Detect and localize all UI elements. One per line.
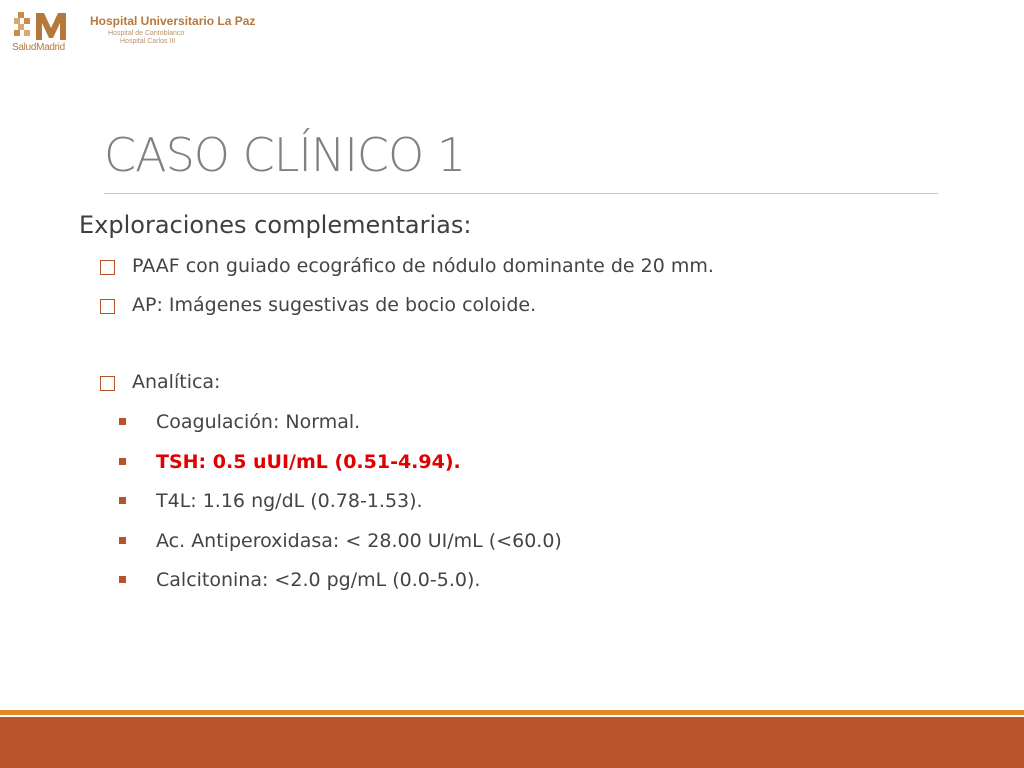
sub-list-item-text: Ac. Antiperoxidasa: < 28.00 UI/mL (<60.0) [156, 530, 562, 552]
hospital-logo-icon [12, 10, 82, 44]
logo-brand: SaludMadrid [12, 42, 65, 53]
logo-subtitle-2: Hospital Carlos III [120, 38, 176, 45]
sub-list-item-text: TSH: 0.5 uUI/mL (0.51-4.94). [156, 451, 461, 473]
sub-list-item-text: Coagulación: Normal. [156, 411, 361, 433]
filled-square-bullet-icon [119, 497, 126, 504]
filled-square-bullet-icon [119, 418, 126, 425]
hollow-square-bullet-icon [100, 260, 115, 275]
logo-subtitle-1: Hospital de Cantoblanco [108, 30, 185, 37]
footer-band [0, 717, 1024, 768]
sub-list-item-text: Calcitonina: <2.0 pg/mL (0.0-5.0). [156, 569, 481, 591]
filled-square-bullet-icon [119, 576, 126, 583]
sub-list-item-text: T4L: 1.16 ng/dL (0.78-1.53). [156, 490, 423, 512]
list-item-text: AP: Imágenes sugestivas de bocio coloide. [132, 294, 537, 316]
list-item-text: PAAF con guiado ecográfico de nódulo dominante de 20 mm. [132, 255, 714, 277]
hollow-square-bullet-icon [100, 299, 115, 314]
hollow-square-bullet-icon [100, 376, 115, 391]
logo-hospital-name: Hospital Universitario La Paz [90, 14, 256, 28]
list-item-text: Analítica: [132, 371, 221, 393]
footer-stripe [0, 710, 1024, 715]
section-heading: Exploraciones complementarias: [79, 211, 472, 239]
title-divider [104, 193, 938, 194]
filled-square-bullet-icon [119, 458, 126, 465]
slide-title: CASO CLÍNICO 1 [104, 128, 466, 182]
filled-square-bullet-icon [119, 537, 126, 544]
hospital-logo [12, 10, 256, 56]
